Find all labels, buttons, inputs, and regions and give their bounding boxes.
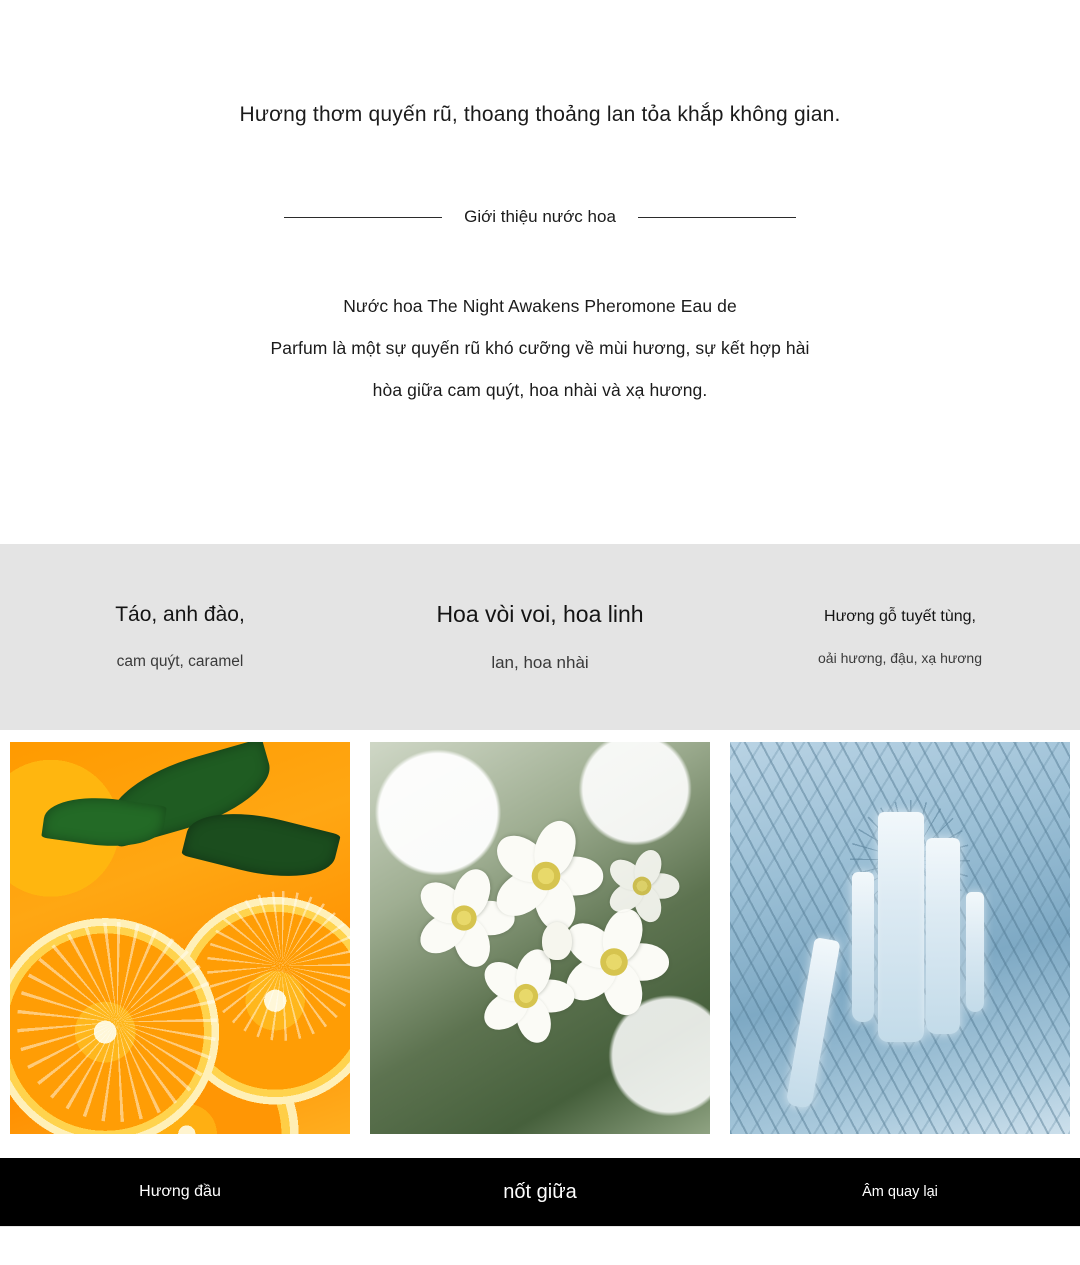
note-labels-bar xyxy=(0,1158,1080,1226)
note-subtitle-top: cam quýt, caramel xyxy=(116,652,244,670)
orange-slice-rays-two xyxy=(207,891,350,1041)
icicle-icon-four xyxy=(966,892,984,1012)
note-column-base xyxy=(720,544,1080,730)
icicle-icon-one xyxy=(878,812,924,1042)
footer-strip xyxy=(0,1226,1080,1265)
note-column-middle xyxy=(360,544,720,730)
section-heading-label: Giới thiệu nước hoa xyxy=(464,207,616,227)
divider-left xyxy=(284,217,442,218)
tagline: Hương thơm quyến rũ, thoang thoảng lan tỏa khắp không gian. xyxy=(239,103,841,126)
description-line-3: hòa giữa cam quýt, hoa nhài và xạ hương. xyxy=(372,380,708,401)
flower-bud-icon xyxy=(542,922,572,960)
note-images-row xyxy=(0,742,1080,1134)
section-heading xyxy=(0,207,1080,227)
flower-icon-five xyxy=(601,845,683,927)
fragrance-notes-grid xyxy=(0,544,1080,730)
frosted-cedar-photo xyxy=(730,742,1070,1134)
jasmine-flowers-photo xyxy=(370,742,710,1134)
icicle-icon-two xyxy=(926,838,960,1034)
note-subtitle-middle: lan, hoa nhài xyxy=(491,653,589,673)
note-column-top xyxy=(0,544,360,730)
note-title-top: Táo, anh đào, xyxy=(115,603,245,627)
orange-slices-photo xyxy=(10,742,350,1134)
divider-right xyxy=(638,217,796,218)
note-title-base: Hương gỗ tuyết tùng, xyxy=(824,607,976,625)
bar-label-base-note: Âm quay lại xyxy=(862,1184,938,1200)
description-line-1: Nước hoa The Night Awakens Pheromone Eau de xyxy=(343,296,737,317)
product-description xyxy=(0,285,1080,411)
note-subtitle-base: oải hương, đậu, xạ hương xyxy=(818,650,982,667)
orange-slice-rays-one xyxy=(17,922,217,1122)
bar-label-middle-note: nốt giữa xyxy=(503,1180,577,1203)
icicle-icon-three xyxy=(852,872,874,1022)
description-line-2: Parfum là một sự quyến rũ khó cưỡng về mùi hương, sự kết hợp hài xyxy=(270,338,810,359)
bar-label-top-note: Hương đầu xyxy=(139,1183,221,1200)
fragrance-notes-band xyxy=(0,544,1080,730)
note-title-middle: Hoa vòi voi, hoa linh xyxy=(436,601,644,627)
